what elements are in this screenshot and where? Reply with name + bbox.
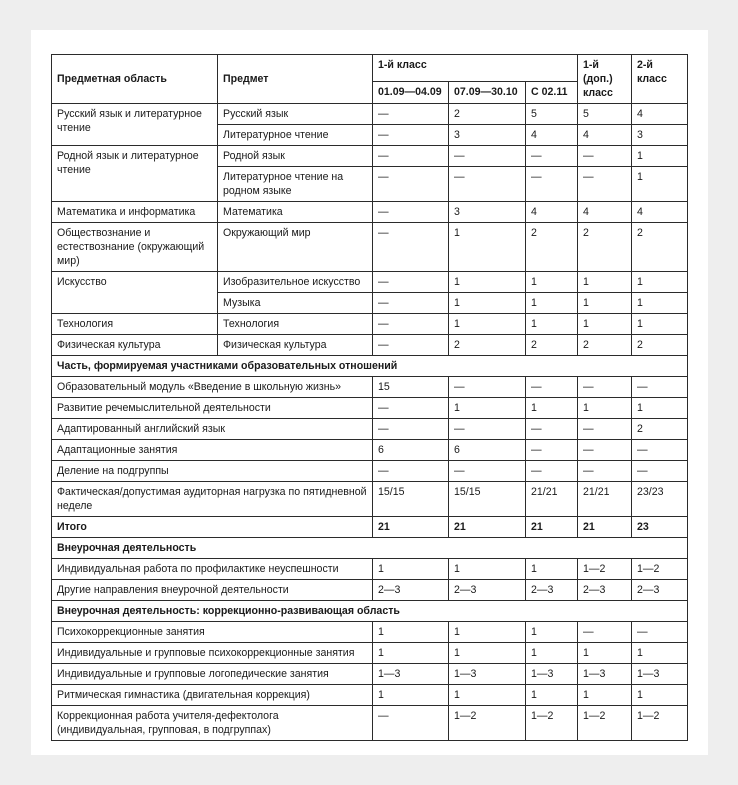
value-cell: 2 bbox=[449, 335, 526, 356]
value-cell: — bbox=[373, 419, 449, 440]
value-cell: 1—2 bbox=[526, 706, 578, 741]
value-cell: 1 bbox=[373, 643, 449, 664]
value-cell: 1 bbox=[449, 314, 526, 335]
value-cell: 21/21 bbox=[578, 482, 632, 517]
table-row bbox=[52, 440, 688, 461]
value-cell: 2 bbox=[578, 223, 632, 272]
value-cell: 1—3 bbox=[526, 664, 578, 685]
label-cell: Деление на подгруппы bbox=[52, 461, 373, 482]
value-cell: — bbox=[578, 377, 632, 398]
value-cell: — bbox=[632, 622, 688, 643]
value-cell: 1 bbox=[449, 622, 526, 643]
table-row bbox=[52, 419, 688, 440]
header-grade-2: 2-й класс bbox=[632, 55, 688, 104]
value-cell: — bbox=[526, 461, 578, 482]
value-cell: 2—3 bbox=[373, 580, 449, 601]
section-corr-heading: Внеурочная деятельность: коррекционно-развивающая область bbox=[52, 601, 688, 622]
subject-cell: Изобразительное искусство bbox=[218, 272, 373, 293]
subject-cell: Математика bbox=[218, 202, 373, 223]
value-cell: 2 bbox=[449, 104, 526, 125]
value-cell: 4 bbox=[632, 104, 688, 125]
value-cell: 1 bbox=[449, 559, 526, 580]
value-cell: — bbox=[373, 314, 449, 335]
value-cell: 1 bbox=[526, 272, 578, 293]
value-cell: — bbox=[578, 622, 632, 643]
value-cell: — bbox=[373, 272, 449, 293]
value-cell: — bbox=[578, 461, 632, 482]
value-cell: 2 bbox=[632, 223, 688, 272]
value-cell: 1 bbox=[526, 314, 578, 335]
value-cell: — bbox=[373, 146, 449, 167]
value-cell: — bbox=[373, 706, 449, 741]
value-cell: — bbox=[449, 167, 526, 202]
value-cell: 1 bbox=[373, 559, 449, 580]
label-cell: Индивидуальные и групповые психокоррекционные занятия bbox=[52, 643, 373, 664]
value-cell: 3 bbox=[632, 125, 688, 146]
section-extra-heading: Внеурочная деятельность bbox=[52, 538, 688, 559]
value-cell: 1 bbox=[632, 314, 688, 335]
value-cell: 1—2 bbox=[578, 706, 632, 741]
subject-cell: Родной язык bbox=[218, 146, 373, 167]
value-cell: 1 bbox=[632, 685, 688, 706]
subject-cell: Литературное чтение bbox=[218, 125, 373, 146]
value-cell: — bbox=[373, 461, 449, 482]
header-grade-1-extra: 1-й (доп.) класс bbox=[578, 55, 632, 104]
value-cell: 2—3 bbox=[449, 580, 526, 601]
value-cell: 4 bbox=[578, 202, 632, 223]
table-row bbox=[52, 622, 688, 643]
label-cell: Фактическая/допустимая аудиторная нагрузка по пятидневной неделе bbox=[52, 482, 373, 517]
table-row bbox=[52, 580, 688, 601]
value-cell: 2 bbox=[578, 335, 632, 356]
value-cell: — bbox=[578, 419, 632, 440]
value-cell: 1—2 bbox=[632, 706, 688, 741]
value-cell: 1—3 bbox=[632, 664, 688, 685]
value-cell: — bbox=[449, 419, 526, 440]
value-cell: 4 bbox=[526, 202, 578, 223]
value-cell: 1 bbox=[632, 167, 688, 202]
value-cell: — bbox=[578, 167, 632, 202]
total-value: 23 bbox=[632, 517, 688, 538]
value-cell: 1 bbox=[449, 398, 526, 419]
value-cell: 21/21 bbox=[526, 482, 578, 517]
value-cell: 1 bbox=[373, 685, 449, 706]
document-page bbox=[31, 30, 708, 755]
value-cell: 1—3 bbox=[578, 664, 632, 685]
value-cell: — bbox=[373, 125, 449, 146]
section-row bbox=[52, 356, 688, 377]
value-cell: 1 bbox=[578, 314, 632, 335]
section-row bbox=[52, 601, 688, 622]
curriculum-table bbox=[51, 54, 688, 741]
area-cell: Искусство bbox=[52, 272, 218, 314]
label-cell: Образовательный модуль «Введение в школьную жизнь» bbox=[52, 377, 373, 398]
area-cell: Технология bbox=[52, 314, 218, 335]
value-cell: 15/15 bbox=[449, 482, 526, 517]
value-cell: 5 bbox=[526, 104, 578, 125]
value-cell: 1 bbox=[526, 622, 578, 643]
value-cell: — bbox=[373, 104, 449, 125]
value-cell: — bbox=[526, 377, 578, 398]
value-cell: 1—3 bbox=[449, 664, 526, 685]
value-cell: 15 bbox=[373, 377, 449, 398]
header-area: Предметная область bbox=[52, 55, 218, 104]
table-row bbox=[52, 398, 688, 419]
value-cell: 1 bbox=[526, 398, 578, 419]
value-cell: — bbox=[449, 377, 526, 398]
area-cell: Математика и информатика bbox=[52, 202, 218, 223]
value-cell: 1 bbox=[578, 293, 632, 314]
value-cell: 1 bbox=[449, 223, 526, 272]
value-cell: 2 bbox=[526, 223, 578, 272]
label-cell: Ритмическая гимнастика (двигательная коррекция) bbox=[52, 685, 373, 706]
value-cell: 1—3 bbox=[373, 664, 449, 685]
value-cell: 1 bbox=[526, 559, 578, 580]
value-cell: 3 bbox=[449, 202, 526, 223]
total-value: 21 bbox=[373, 517, 449, 538]
value-cell: 1 bbox=[449, 293, 526, 314]
value-cell: 1 bbox=[632, 146, 688, 167]
value-cell: — bbox=[373, 202, 449, 223]
value-cell: — bbox=[632, 461, 688, 482]
value-cell: — bbox=[578, 146, 632, 167]
table-row bbox=[52, 482, 688, 517]
value-cell: 1 bbox=[526, 293, 578, 314]
subject-cell: Окружающий мир bbox=[218, 223, 373, 272]
value-cell: — bbox=[632, 440, 688, 461]
label-cell: Индивидуальная работа по профилактике неуспешности bbox=[52, 559, 373, 580]
label-cell: Психокоррекционные занятия bbox=[52, 622, 373, 643]
value-cell: 1—2 bbox=[449, 706, 526, 741]
section-part-heading: Часть, формируемая участниками образовательных отношений bbox=[52, 356, 688, 377]
value-cell: 2 bbox=[526, 335, 578, 356]
table-row bbox=[52, 706, 688, 741]
value-cell: 23/23 bbox=[632, 482, 688, 517]
total-value: 21 bbox=[578, 517, 632, 538]
table-row bbox=[52, 461, 688, 482]
table-row bbox=[52, 223, 688, 272]
value-cell: — bbox=[526, 440, 578, 461]
value-cell: 1 bbox=[526, 643, 578, 664]
table-row bbox=[52, 202, 688, 223]
area-cell: Обществознание и естествознание (окружающий мир) bbox=[52, 223, 218, 272]
value-cell: — bbox=[373, 398, 449, 419]
total-value: 21 bbox=[449, 517, 526, 538]
header-period-3: С 02.11 bbox=[526, 82, 578, 104]
value-cell: 1 bbox=[578, 272, 632, 293]
total-label: Итого bbox=[52, 517, 373, 538]
value-cell: — bbox=[373, 223, 449, 272]
subject-cell: Физическая культура bbox=[218, 335, 373, 356]
value-cell: — bbox=[373, 167, 449, 202]
value-cell: 1 bbox=[373, 622, 449, 643]
value-cell: 6 bbox=[373, 440, 449, 461]
value-cell: 2 bbox=[632, 335, 688, 356]
area-cell: Русский язык и литературное чтение bbox=[52, 104, 218, 146]
value-cell: 2 bbox=[632, 419, 688, 440]
label-cell: Коррекционная работа учителя-дефектолога (индивидуальная, групповая, в подгруппах) bbox=[52, 706, 373, 741]
value-cell: 2—3 bbox=[526, 580, 578, 601]
value-cell: 2—3 bbox=[632, 580, 688, 601]
value-cell: — bbox=[373, 293, 449, 314]
value-cell: — bbox=[632, 377, 688, 398]
value-cell: — bbox=[373, 335, 449, 356]
label-cell: Индивидуальные и групповые логопедические занятия bbox=[52, 664, 373, 685]
value-cell: 4 bbox=[632, 202, 688, 223]
table-row bbox=[52, 377, 688, 398]
area-cell: Физическая культура bbox=[52, 335, 218, 356]
value-cell: 4 bbox=[526, 125, 578, 146]
value-cell: 1 bbox=[526, 685, 578, 706]
table-row bbox=[52, 559, 688, 580]
value-cell: 5 bbox=[578, 104, 632, 125]
value-cell: 2—3 bbox=[578, 580, 632, 601]
value-cell: 1 bbox=[578, 398, 632, 419]
label-cell: Адаптационные занятия bbox=[52, 440, 373, 461]
header-subject: Предмет bbox=[218, 55, 373, 104]
value-cell: 3 bbox=[449, 125, 526, 146]
value-cell: — bbox=[578, 440, 632, 461]
label-cell: Адаптированный английский язык bbox=[52, 419, 373, 440]
label-cell: Развитие речемыслительной деятельности bbox=[52, 398, 373, 419]
value-cell: 1 bbox=[578, 685, 632, 706]
subject-cell: Литературное чтение на родном языке bbox=[218, 167, 373, 202]
value-cell: 1 bbox=[578, 643, 632, 664]
value-cell: — bbox=[526, 167, 578, 202]
value-cell: — bbox=[449, 461, 526, 482]
subject-cell: Русский язык bbox=[218, 104, 373, 125]
total-value: 21 bbox=[526, 517, 578, 538]
value-cell: 1 bbox=[632, 398, 688, 419]
header-period-2: 07.09—30.10 bbox=[449, 82, 526, 104]
total-row bbox=[52, 517, 688, 538]
area-cell: Родной язык и литературное чтение bbox=[52, 146, 218, 202]
table-row bbox=[52, 643, 688, 664]
value-cell: 1 bbox=[632, 293, 688, 314]
value-cell: 1—2 bbox=[632, 559, 688, 580]
value-cell: — bbox=[526, 146, 578, 167]
table-row bbox=[52, 104, 688, 125]
value-cell: 1 bbox=[632, 272, 688, 293]
section-row bbox=[52, 538, 688, 559]
value-cell: 1 bbox=[449, 685, 526, 706]
value-cell: 1 bbox=[449, 272, 526, 293]
table-row bbox=[52, 146, 688, 167]
value-cell: 1—2 bbox=[578, 559, 632, 580]
value-cell: — bbox=[449, 146, 526, 167]
subject-cell: Технология bbox=[218, 314, 373, 335]
value-cell: — bbox=[526, 419, 578, 440]
table-row bbox=[52, 335, 688, 356]
value-cell: 1 bbox=[632, 643, 688, 664]
table-row bbox=[52, 685, 688, 706]
table-row bbox=[52, 314, 688, 335]
header-grade-1: 1-й класс bbox=[373, 55, 578, 82]
value-cell: 6 bbox=[449, 440, 526, 461]
table-row bbox=[52, 664, 688, 685]
table-row bbox=[52, 272, 688, 293]
value-cell: 15/15 bbox=[373, 482, 449, 517]
value-cell: 4 bbox=[578, 125, 632, 146]
value-cell: 1 bbox=[449, 643, 526, 664]
header-period-1: 01.09—04.09 bbox=[373, 82, 449, 104]
label-cell: Другие направления внеурочной деятельности bbox=[52, 580, 373, 601]
subject-cell: Музыка bbox=[218, 293, 373, 314]
